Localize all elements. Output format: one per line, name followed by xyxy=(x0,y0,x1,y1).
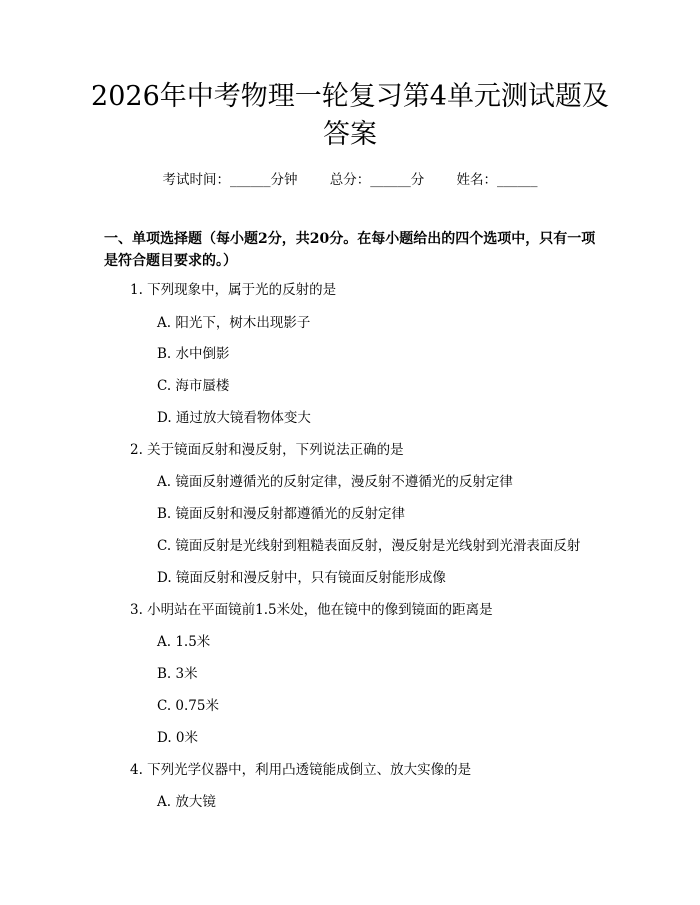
question-stem-3: 3. 小明站在平面镜前1.5米处，他在镜中的像到镜面的距离是 xyxy=(130,602,493,618)
exam-time-field: 考试时间：______分钟 xyxy=(162,172,298,188)
total-score-field: 总分：______分 xyxy=(329,172,425,188)
question-1-option-b: B. 水中倒影 xyxy=(157,346,230,362)
question-stem-1: 1. 下列现象中，属于光的反射的是 xyxy=(130,282,337,298)
question-2-option-c: C. 镜面反射是光线射到粗糙表面反射，漫反射是光线射到光滑表面反射 xyxy=(157,538,581,554)
section-heading: 一、单项选择题（每小题2分，共20分。在每小题给出的四个选项中，只有一项是符合题目要求的。） xyxy=(104,231,596,269)
exam-info-line xyxy=(0,168,700,188)
question-3-option-a: A. 1.5米 xyxy=(157,634,211,650)
question-3-option-c: C. 0.75米 xyxy=(157,698,219,714)
question-3-option-d: D. 0米 xyxy=(157,730,199,746)
question-3-option-b: B. 3米 xyxy=(157,666,198,682)
question-1-option-d: D. 通过放大镜看物体变大 xyxy=(157,410,311,426)
question-2-option-a: A. 镜面反射遵循光的反射定律，漫反射不遵循光的反射定律 xyxy=(157,474,513,490)
question-stem-4: 4. 下列光学仪器中，利用凸透镜能成倒立、放大实像的是 xyxy=(130,762,472,778)
question-2-option-b: B. 镜面反射和漫反射都遵循光的反射定律 xyxy=(157,506,406,522)
question-4-option-a: A. 放大镜 xyxy=(157,794,216,810)
question-stem-2: 2. 关于镜面反射和漫反射，下列说法正确的是 xyxy=(130,442,404,458)
document-title: 2026年中考物理一轮复习第4单元测试题及答案 xyxy=(91,81,609,150)
question-1-option-a: A. 阳光下，树木出现影子 xyxy=(157,315,311,331)
name-field: 姓名：______ xyxy=(456,172,538,188)
question-2-option-d: D. 镜面反射和漫反射中，只有镜面反射能形成像 xyxy=(157,570,446,586)
question-1-option-c: C. 海市蜃楼 xyxy=(157,378,230,394)
